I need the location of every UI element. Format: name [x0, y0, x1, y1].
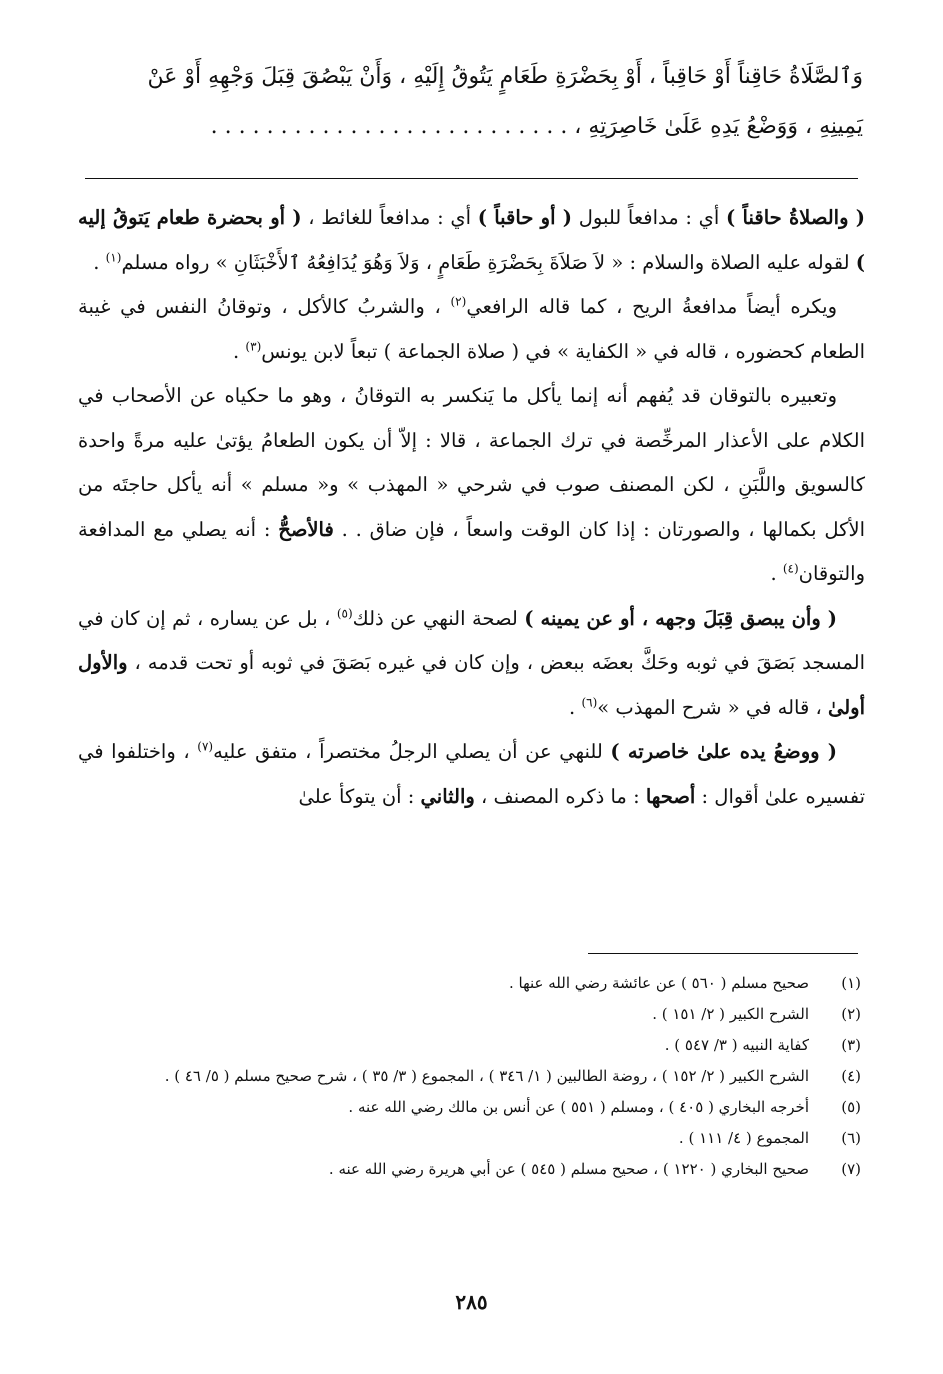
commentary-text: أي : مدافعاً للبول: [572, 206, 727, 229]
commentary-text: .: [770, 562, 783, 585]
quoted-matn: ( أو حاقباً ): [477, 206, 573, 229]
commentary-paragraph: [78, 374, 865, 597]
footnote-marker: (٢): [450, 294, 467, 309]
main-text-line: وَٱلصَّلَاةُ حَاقِناً أَوْ حَاقِباً ، أَوْ بِحَضْرَةِ طَعَامٍ يَتُوقُ إِلَيْهِ ، وَأَنْ يَبْصُقَ قِبَلَ وَجْهِهِ أَوْ عَنْ: [147, 64, 863, 89]
footnote-number: (٢): [841, 1005, 861, 1023]
quoted-matn: ( أو بحضرة طعام يَتوقُ إليه ): [78, 206, 865, 274]
main-text: [80, 52, 863, 152]
commentary-text: لقوله عليه الصلاة والسلام : « لاَ صَلاَةَ بِحَضْرَةِ طَعَامٍ ، وَلاَ وَهُوَ يُدَافِعُهُ ٱلأَخْبَثَانِ » رواه مسلم: [121, 250, 856, 274]
commentary-text: : أنه يصلي مع المدافعة والتوقان: [78, 517, 865, 585]
commentary-paragraph: [78, 285, 865, 374]
footnote: [80, 1030, 861, 1061]
commentary-text: للنهي عن أن يصلي الرجلُ مختصراً ، متفق عليه: [213, 740, 611, 763]
footnote: [80, 968, 861, 999]
footnote: [80, 999, 861, 1030]
ruling-term: والثاني: [420, 784, 475, 808]
footnote-marker: (٧): [197, 739, 214, 754]
commentary-text: .: [233, 339, 246, 363]
footnote-text: الشرح الكبير ( ٢/ ١٥١ ) .: [652, 1005, 809, 1023]
commentary-paragraph: [78, 597, 865, 731]
commentary-paragraph: [78, 196, 865, 285]
footnote: [80, 1154, 861, 1185]
footnote-marker: (١): [105, 250, 122, 264]
footnote-number: (٣): [841, 1036, 861, 1054]
footnote-number: (٤): [841, 1067, 861, 1085]
commentary: [78, 196, 865, 819]
footnote-marker: (٥): [336, 606, 353, 620]
commentary-text: : ما ذكره المصنف ،: [474, 784, 646, 808]
commentary-text: .: [569, 695, 582, 719]
quoted-matn: ( وأن يبصق قِبَلَ وجهه ، أو عن يمينه ): [524, 606, 837, 630]
commentary-text: ، واختلفوا في تفسيره علىٰ أقوال :: [78, 740, 865, 808]
commentary-text: أي : مدافعاً للغائط ،: [301, 206, 478, 229]
footnote-number: (٥): [841, 1098, 861, 1116]
footnote-text: صحيح مسلم ( ٥٦٠ ) عن عائشة رضي الله عنها .: [508, 974, 809, 992]
footnote-number: (٦): [841, 1129, 861, 1147]
commentary-text: ، قاله في « شرح المهذب »: [597, 695, 828, 719]
footnote-marker: (٦): [581, 695, 598, 709]
footnote-text: المجموع ( ٤/ ١١١ ) .: [678, 1129, 809, 1147]
ruling-term: فالأصحُّ: [278, 517, 334, 541]
footnotes-divider: [588, 953, 858, 954]
footnote-number: (٧): [841, 1160, 861, 1178]
ruling-term: أصحها: [645, 784, 696, 808]
footnote-text: الشرح الكبير ( ٢/ ١٥٢ ) ، روضة الطالبين ( ١/ ٣٤٦ ) ، المجموع ( ٣/ ٣٥ ) ، شرح صحيح مسلم ( ٥/ ٤٦ ) .: [164, 1067, 809, 1085]
footnote: [80, 1123, 861, 1154]
footnotes: [80, 968, 861, 1185]
commentary-text: ، والشربُ كالأكل ، وتوقانُ النفس في غيبة الطعام كحضوره ، قاله في « الكفاية » في ( صلاة الجماعة ) تبعاً لابن يونس: [78, 295, 865, 363]
footnote-text: صحيح البخاري ( ١٢٢٠ ) ، صحيح مسلم ( ٥٤٥ ) عن أبي هريرة رضي الله عنه .: [328, 1160, 809, 1178]
commentary-paragraph: [78, 730, 865, 819]
footnote-marker: (٣): [245, 339, 262, 353]
commentary-text: وتعبيره بالتوقان قد يُفهم أنه إنما يأكل ما يَنكسر به التوقانُ ، وهو ما حكياه عن الأصحاب في الكلام على الأعذار المرخِّصة في ترك الجماعة ، قالا : إلاّ أن يكون الطعامُ يؤتىٰ عليه مرةً واحدة كالسويق واللَّبَنِ ، لكن المصنف صوب في شرحي « المهذب » و« مسلم » أنه يأكل حاجتَه من الأكل بكمالها ، والصورتان : إذا كان الوقت واسعاً ، فإن ضاق . .: [78, 384, 865, 541]
quoted-matn: ( ووضعُ يده علىٰ خاصرته ): [610, 740, 837, 763]
footnote-number: (١): [841, 974, 861, 992]
quoted-matn: ( والصلاةُ حاقناً ): [726, 206, 866, 229]
main-text-line: يَمِينِهِ ، وَوَضْعُ يَدِهِ عَلَىٰ خَاصِرَتِهِ ، . . . . . . . . . . . . . . . . . . . . . . . . . .: [210, 114, 863, 139]
footnote-text: كفاية النبيه ( ٣/ ٥٤٧ ) .: [664, 1036, 809, 1054]
page-number: ٢٨٥: [455, 1290, 488, 1314]
commentary-text: : أن يتوكأ علىٰ: [298, 784, 421, 808]
commentary-text: .: [93, 250, 106, 274]
main-text-divider: [85, 178, 858, 179]
commentary-text: ويكره أيضاً مدافعةُ الريح ، كما قاله الرافعي: [466, 295, 838, 318]
footnote-marker: (٤): [782, 561, 799, 576]
footnote: [80, 1092, 861, 1123]
commentary-text: ، بل عن يساره ، ثم إن كان في المسجد بَصَقَ في ثوبه وحَكَّ بعضَه ببعض ، وإن كان في غيره بَصَقَ في ثوبه أو تحت قدمه ،: [78, 606, 865, 674]
footnote: [80, 1061, 861, 1092]
commentary-text: لصحة النهي عن ذلك: [352, 606, 525, 630]
footnote-text: أخرجه البخاري ( ٤٠٥ ) ، ومسلم ( ٥٥١ ) عن أنس بن مالك رضي الله عنه .: [348, 1098, 809, 1116]
ruling-term: والأول أولىٰ: [78, 651, 865, 719]
